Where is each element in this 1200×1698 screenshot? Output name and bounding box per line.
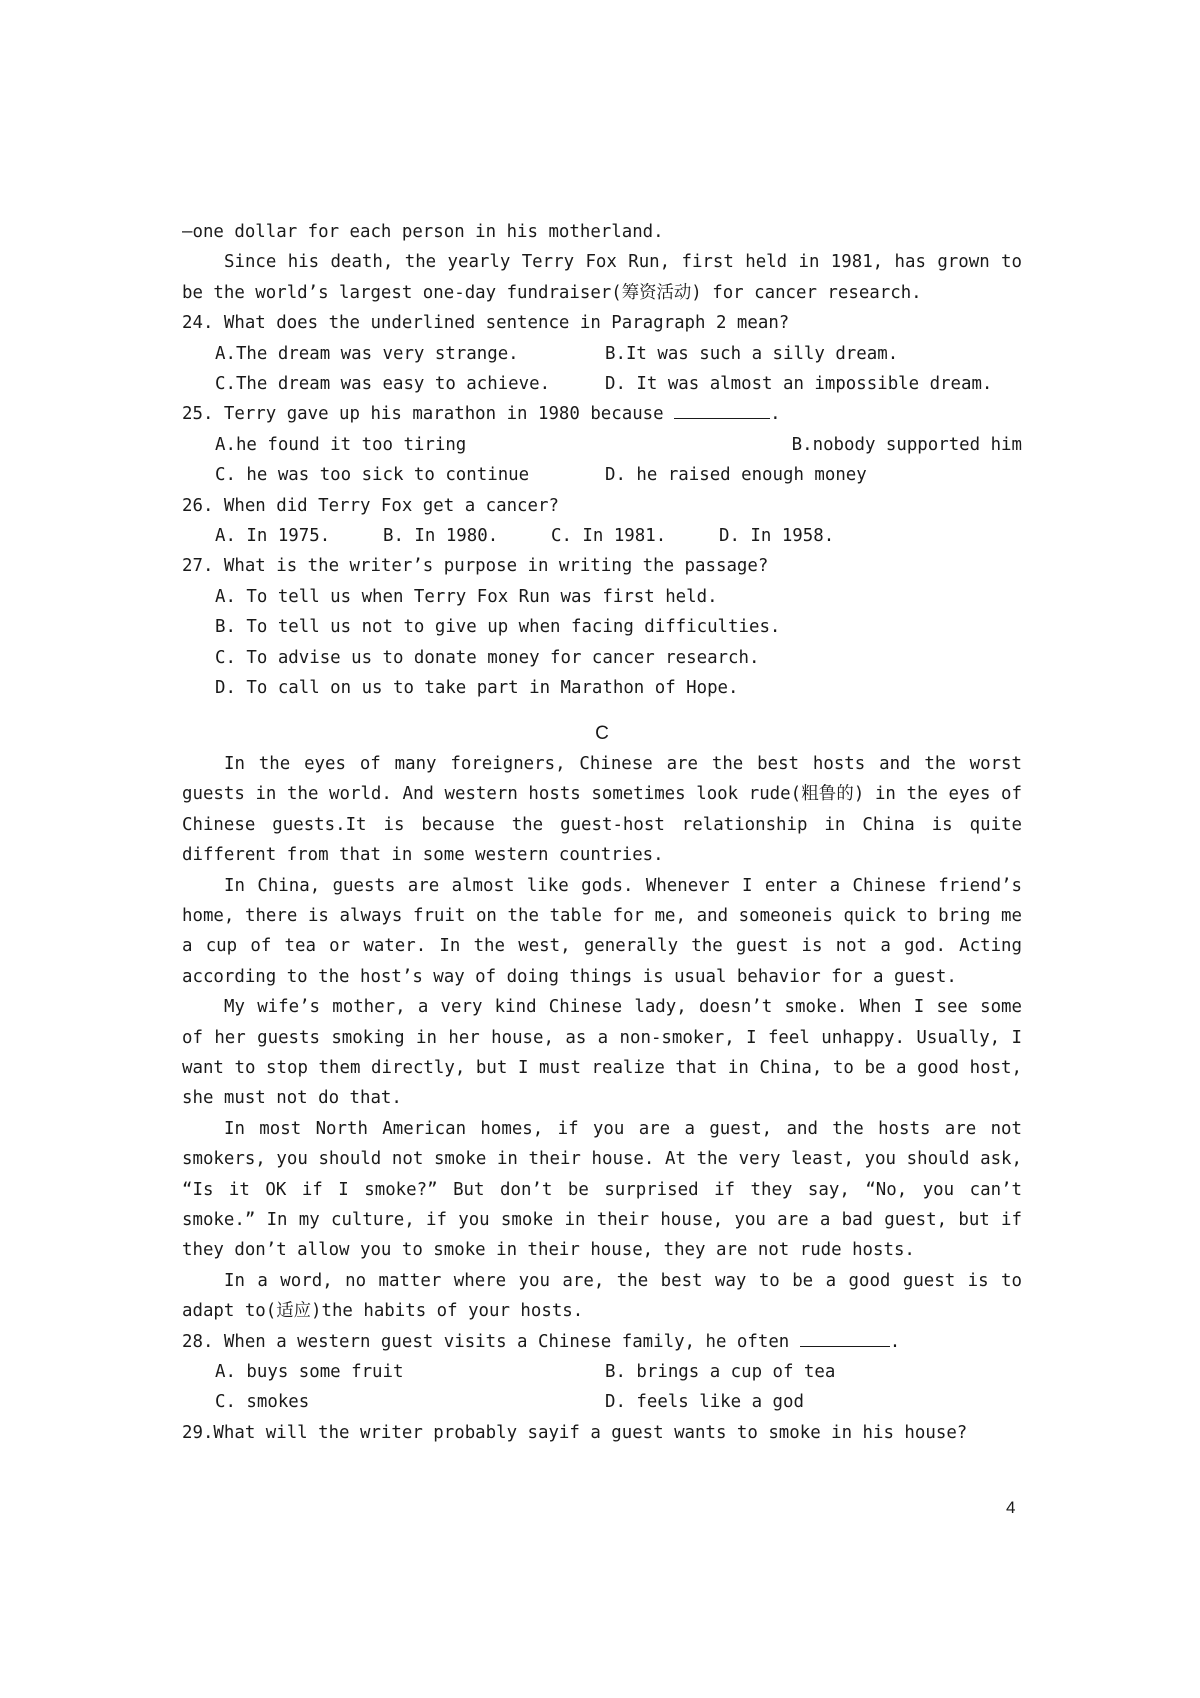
- question-26-stem: 26. When did Terry Fox get a cancer?: [182, 495, 559, 516]
- question-28-stem-text: 28. When a western guest visits a Chinese family, he often: [182, 1331, 800, 1352]
- answer-blank: [674, 400, 770, 419]
- question-27-stem: 27. What is the writer’s purpose in writing the passage?: [182, 556, 769, 577]
- question-25-stem-end: .: [770, 404, 781, 425]
- page-number: 4: [1006, 1498, 1016, 1517]
- option-b: B.It was such a silly dream.: [605, 343, 899, 364]
- option-a: A.The dream was very strange.: [215, 343, 519, 364]
- option-d: D. In 1958.: [719, 526, 835, 547]
- option-b: B. To tell us not to give up when facing difficulties.: [215, 617, 781, 638]
- question-28-options-row1: [182, 1357, 1022, 1387]
- section-c-paragraph-1: In the eyes of many foreigners, Chinese are the best hosts and the worst guests in the world. And western hosts sometimes look rude(粗鲁的) in the eyes of Chinese guests.It is because the guest-host relationship in China is quite different from that in some western countries.: [182, 753, 1022, 866]
- option-d: D. feels like a god: [605, 1392, 804, 1413]
- section-c-paragraph-2: In China, guests are almost like gods. Whenever I enter a Chinese friend’s home, there is always fruit on the table for me, and someoneis quick to bring me a cup of tea or water. In the west, generally the guest is not a god. Acting according to the host’s way of doing things is usual behavior for a guest.: [182, 875, 1022, 987]
- option-a: A. In 1975.: [215, 526, 331, 547]
- option-b: B. brings a cup of tea: [605, 1362, 836, 1383]
- question-28-stem-end: .: [889, 1331, 901, 1352]
- question-25-options-row2: [182, 460, 1022, 490]
- option-c: C. he was too sick to continue: [215, 465, 530, 486]
- section-c-paragraph-3: My wife’s mother, a very kind Chinese lady, doesn’t smoke. When I see some of her guests smoking in her house, as a non-smoker, I feel unhappy. Usually, I want to stop them directly, but I must realize that in China, to be a good host, she must not do that.: [182, 997, 1022, 1109]
- option-a: A. To tell us when Terry Fox Run was first held.: [215, 586, 718, 607]
- option-d: D. he raised enough money: [605, 465, 867, 486]
- question-24-options-row1: [182, 339, 1022, 369]
- question-25-options-row1: [182, 430, 1022, 460]
- question-28-stem: [182, 1327, 1022, 1357]
- page-content: [182, 217, 1022, 1448]
- question-25-stem-text: 25. Terry gave up his marathon in 1980 because: [182, 404, 675, 425]
- question-25-stem: [182, 399, 1022, 429]
- option-a: A. buys some fruit: [215, 1362, 404, 1383]
- answer-blank: [800, 1328, 890, 1347]
- question-29-stem: 29.What will the writer probably sayif a guest wants to smoke in his house?: [182, 1422, 968, 1443]
- option-c: C. smokes: [215, 1392, 310, 1413]
- question-28-options-row2: [182, 1387, 1022, 1417]
- section-title: C: [595, 722, 609, 744]
- option-b: B. In 1980.: [383, 526, 499, 547]
- option-a: A.he found it too tiring: [215, 434, 467, 455]
- question-24-stem: 24. What does the underlined sentence in Paragraph 2 mean?: [182, 313, 790, 334]
- option-d: D. It was almost an impossible dream.: [605, 374, 993, 395]
- section-c-paragraph-4: In most North American homes, if you are a guest, and the hosts are not smokers, you should not smoke in their house. At the very least, you should ask, “Is it OK if I smoke?” But don’t be surprised if they say, “No, you can’t smoke.” In my culture, if you smoke in their house, you are a bad guest, but if they don’t allow you to smoke in their house, they are not rude hosts.: [182, 1118, 1022, 1261]
- option-d: D. To call on us to take part in Marathon of Hope.: [215, 678, 739, 699]
- option-c: C. To advise us to donate money for cancer research.: [215, 647, 760, 668]
- question-24-options-row2: [182, 369, 1022, 399]
- passage-b-paragraph: Since his death, the yearly Terry Fox Run, first held in 1981, has grown to be the world’s largest one-day fundraiser(筹资活动) for cancer research.: [182, 252, 1022, 303]
- passage-b-last-line: —one dollar for each person in his motherland.: [182, 222, 664, 242]
- option-b: B.nobody supported him: [791, 434, 1022, 455]
- option-c: C.The dream was easy to achieve.: [215, 374, 551, 395]
- section-c-paragraph-5: In a word, no matter where you are, the best way to be a good guest is to adapt to(适应)the habits of your hosts.: [182, 1270, 1022, 1322]
- question-26-options: [182, 521, 1022, 551]
- option-c: C. In 1981.: [551, 526, 667, 547]
